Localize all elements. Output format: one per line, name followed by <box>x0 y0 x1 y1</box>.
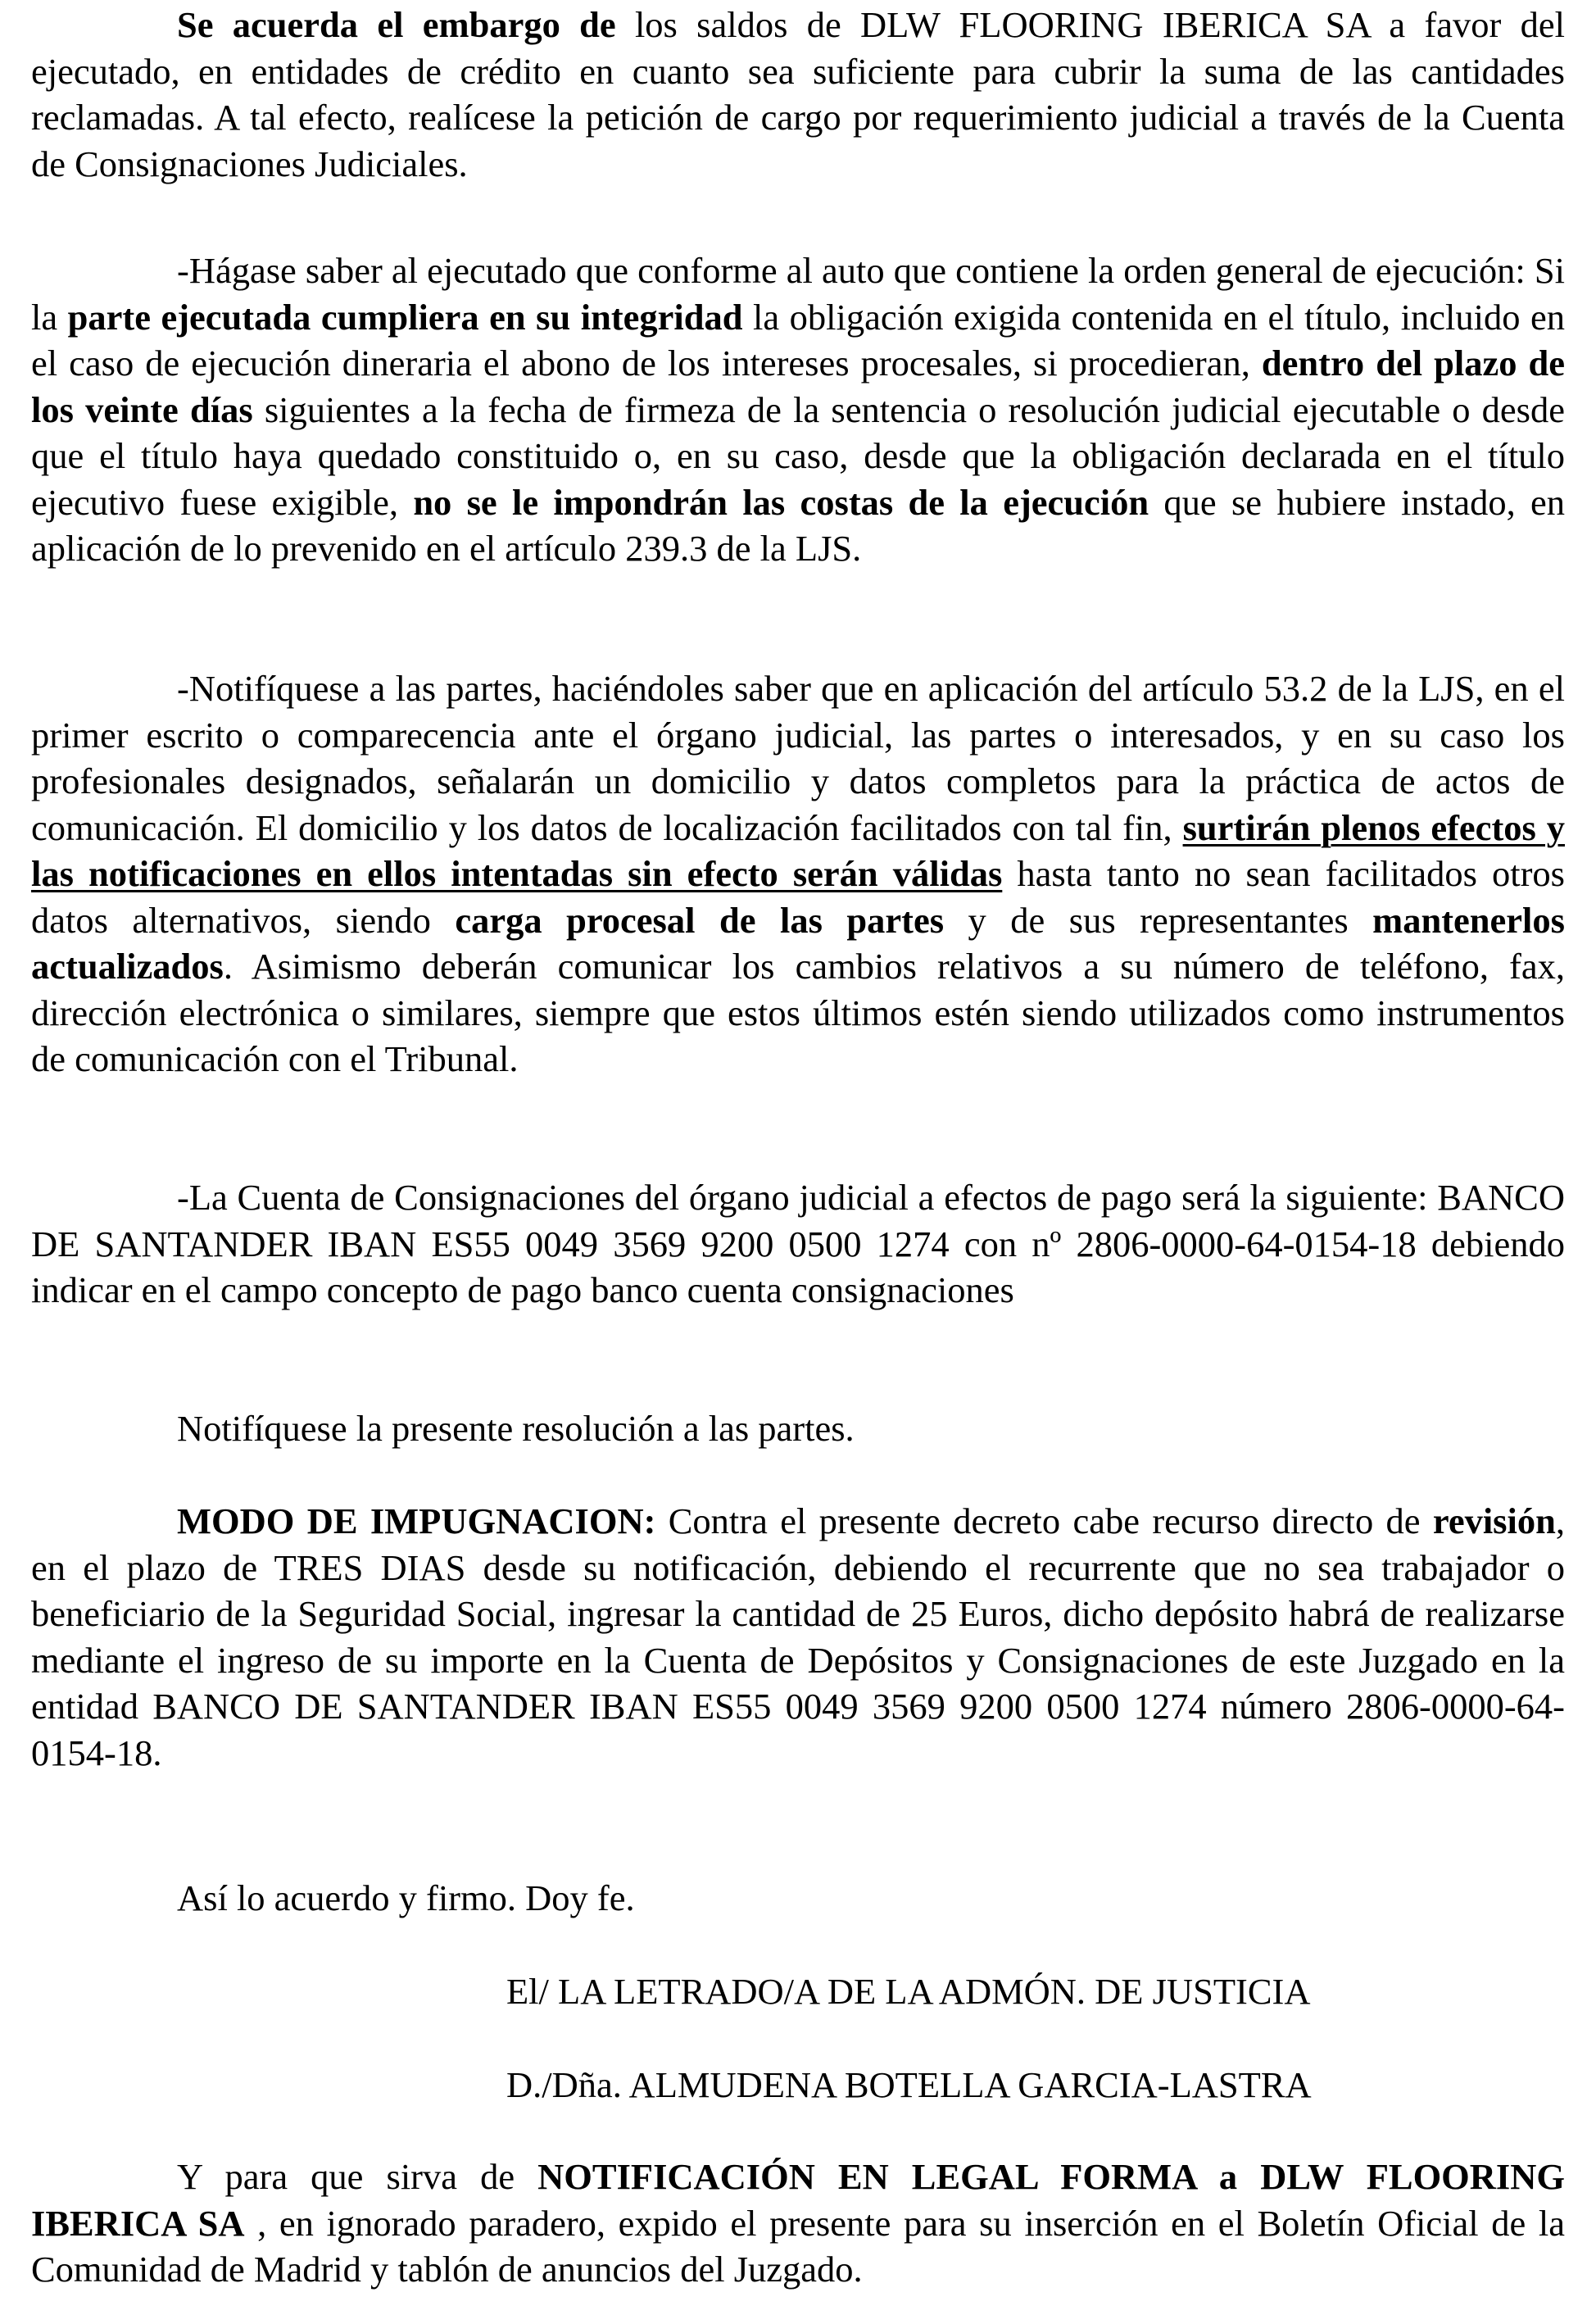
impugnacion-heading: MODO DE IMPUGNACION: <box>177 1500 656 1541</box>
notify-resolution-text: Notifíquese la presente resolución a las partes. <box>177 1408 855 1449</box>
enforcement-bold-2: dentro del plazo de los veinte días <box>31 343 1566 430</box>
impugnacion-bold-revision: revisión <box>1432 1500 1556 1541</box>
impugnacion-text-1: Contra el presente decreto cabe recurso directo de <box>655 1500 1433 1541</box>
paragraph-embargo <box>31 2 1565 187</box>
enforcement-text-3: siguientes a la fecha de firmeza de la sentencia o resolución judicial ejecutable o desde que el título haya quedado constituido o, en su caso, desde que la obligación declarada en el título ejecutivo fuese exigible, <box>31 388 1565 523</box>
paragraph-impugnacion <box>31 1498 1565 1776</box>
paragraph-closing <box>31 1875 1565 1922</box>
account-text: -La Cuenta de Consignaciones del órgano judicial a efectos de pago será la siguiente: BANCO DE SANTANDER IBAN ES55 0049 3569 9200 0500 1274 con nº 2806-0000-64-0154-18 debiendo indicar en el campo concepto de pago banco cuenta consignaciones <box>31 1177 1565 1310</box>
notification-text-2: , en ignorado paradero, expido el presente para su inserción en el Boletín Oficial de la Comunidad de Madrid y tablón de anuncios del Juzgado. <box>31 2202 1565 2290</box>
notify-bold-1: carga procesal de las partes <box>455 899 945 941</box>
notify-bold-2: mantenerlos actualizados <box>31 899 1565 987</box>
notify-text-4: . Asimismo deberán comunicar los cambios relativos a su número de teléfono, fax, dirección electrónica o similares, siempre que estos últimos estén siendo utilizados como instrumentos de comunicación con el Tribunal. <box>31 946 1565 1079</box>
enforcement-text-2: la obligación exigida contenida en el título, incluido en el caso de ejecución dineraria el abono de los intereses procesales, si procedieran, <box>31 296 1565 384</box>
embargo-heading: Se acuerda el embargo de <box>177 4 616 45</box>
signature-name: D./Dña. ALMUDENA BOTELLA GARCIA-LASTRA <box>506 2064 1312 2105</box>
paragraph-notice-enforcement <box>31 247 1565 572</box>
notify-text-1: -Notifíquese a las partes, haciéndoles saber que en aplicación del artículo 53.2 de la LJS, en el primer escrito o comparecencia ante el órgano judicial, las partes o interesados, y en su caso los profesionales designados, señalarán un domicilio y datos completos para la práctica de actos de comunicación. El domicilio y los datos de localización facilitados con tal fin, <box>31 668 1565 848</box>
notification-bold: NOTIFICACIÓN EN LEGAL FORMA a DLW FLOORING IBERICA SA <box>31 2156 1565 2244</box>
impugnacion-text-2: , en el plazo de TRES DIAS desde su notificación, debiendo el recurrente que no sea trabajador o beneficiario de la Seguridad Social, ingresar la cantidad de 25 Euros, dicho depósito habrá de realizarse mediante el ingreso de su importe en la Cuenta de Depósitos y Consignaciones de este Juzgado en la entidad BANCO DE SANTANDER IBAN ES55 0049 3569 9200 0500 1274 número 2806-0000-64-0154-18. <box>31 1500 1565 1773</box>
paragraph-notification <box>31 2154 1565 2293</box>
enforcement-bold-1: parte ejecutada cumpliera en su integridad <box>67 296 743 338</box>
signature-role: El/ LA LETRADO/A DE LA ADMÓN. DE JUSTICIA <box>506 1971 1311 2012</box>
paragraph-notify-parties <box>31 665 1565 1083</box>
notify-text-2: hasta tanto no sean facilitados otros datos alternativos, siendo <box>31 853 1566 941</box>
embargo-text: los saldos de DLW FLOORING IBERICA SA a favor del ejecutado, en entidades de crédito en cuanto sea suficiente para cubrir la suma de las cantidades reclamadas. A tal efecto, realícese la petición de cargo por requerimiento judicial a través de la Cuenta de Consignaciones Judiciales. <box>31 4 1565 184</box>
closing-text: Así lo acuerdo y firmo. Doy fe. <box>177 1877 635 1918</box>
paragraph-notify-resolution <box>31 1405 1565 1452</box>
enforcement-text-4: que se hubiere instado, en aplicación de lo prevenido en el artículo 239.3 de la LJS. <box>31 481 1565 569</box>
enforcement-bold-3: no se le impondrán las costas de la ejecución <box>413 481 1149 523</box>
notification-text-1: Y para que sirva de <box>177 2156 538 2197</box>
paragraph-account <box>31 1174 1565 1314</box>
notify-text-3: y de sus representantes <box>944 899 1373 941</box>
enforcement-text-1: -Hágase saber al ejecutado que conforme al auto que contiene la orden general de ejecución: Si la <box>31 250 1565 338</box>
notify-underlined: surtirán plenos efectos y las notificaciones en ellos intentadas sin efecto serán válidas <box>31 806 1565 894</box>
